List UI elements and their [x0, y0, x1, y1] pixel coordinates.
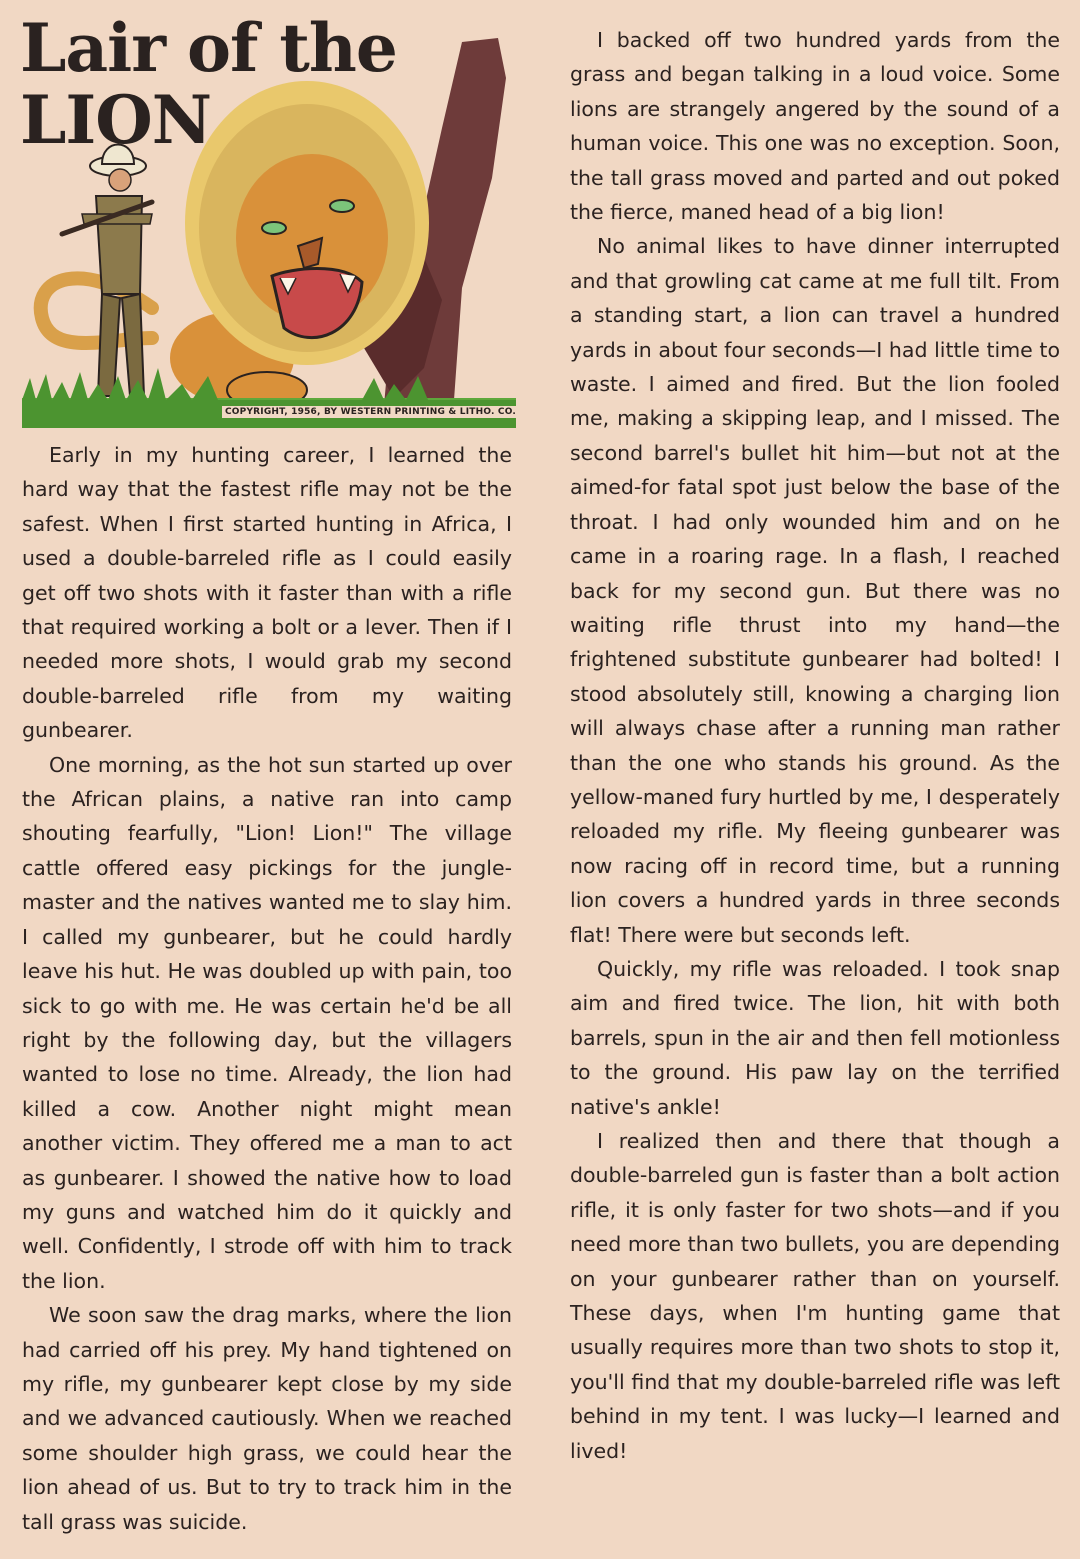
paragraph: Early in my hunting career, I learned the hard way that the fastest rifle may not be the safest. When I first started hunting in Africa, I used a double-barreled rifle as I could easily get off two shots with it faster than with a rifle that required working a bolt or a lever. Then if I needed more shots, I would grab my second double-barreled rifle from my waiting gunbearer. [22, 443, 512, 743]
paragraph: We soon saw the drag marks, where the lion had carried off his prey. My hand tightened on my rifle, my gunbearer kept close by my side and we advanced cautiously. When we reached some shoulder high grass, we could hear the lion ahead of us. But to try to track him in the tall grass was suicide. [22, 1303, 512, 1534]
title-line-2: LION [20, 81, 212, 159]
paragraph: I backed off two hundred yards from the grass and began talking in a loud voice. Some lions are strangely angered by the sound of a human voice. This one was no exception. Soon, the tall grass moved and parted and out poked the fierce, maned head of a big lion! [570, 28, 1060, 225]
paragraph: Quickly, my rifle was reloaded. I took snap aim and fired twice. The lion, hit with both barrels, spun in the air and then fell motionless to the ground. His paw lay on the terrified native's ankle! [570, 956, 1060, 1119]
story-title [20, 9, 397, 159]
paragraph: One morning, as the hot sun started up over the African plains, a native ran into camp shouting fearfully, "Lion! Lion!" The village cattle offered easy pickings for the jungle-master and the natives wanted me to slay him. I called my gunbearer, but he could hardly leave his hut. He was doubled up with pain, too sick to go with me. He was certain he'd be all right by the following day, but the villagers wanted to lose no time. Already, the lion had killed a cow. Another night might mean another victim. They offered me a man to act as gunbearer. I showed the native how to load my guns and watched him do it quickly and well. Confidently, I strode off with him to track the lion. [22, 752, 512, 1293]
lion-eye-left [262, 222, 286, 234]
title-line-1: Lair of the [20, 9, 397, 87]
hunter-figure [82, 145, 152, 397]
text-column-right [570, 23, 1060, 1468]
paragraph: No animal likes to have dinner interrupted and that growling cat came at me full tilt. From a standing start, a lion can travel a hundred yards in about four seconds—I had little time to waste. I aimed and fired. But the lion fooled me, making a skipping leap, and I missed. The second barrel's bullet hit him—but not at the aimed-for fatal spot just below the base of the throat. I had only wounded him and on he came in a roaring rage. In a flash, I reached back for my second gun. But there was no waiting rifle thrust into my hand—the frightened substitute gunbearer had bolted! I stood absolutely still, knowing a charging lion will always chase after a running man rather than the one who stands his ground. As the yellow-maned fury hurtled by me, I desperately reloaded my rifle. My fleeing gunbearer was now racing off in record time, but a running lion covers a hundred yards in three seconds flat! There were but seconds left. [570, 234, 1060, 947]
lion-eye-right [330, 200, 354, 212]
copyright-notice: COPYRIGHT, 1956, BY WESTERN PRINTING & LITHO. CO. [222, 406, 519, 418]
paragraph: I realized then and there that though a double-barreled gun is faster than a bolt action rifle, it is only faster for two shots—and if you need more than two bullets, you are depending on your gunbearer rather than on yourself. These days, when I'm hunting game that usually requires more than two shots to stop it, you'll find that my double-barreled rifle was left behind in my tent. I was lucky—I learned and lived! [570, 1129, 1060, 1463]
text-column-left [22, 438, 512, 1539]
